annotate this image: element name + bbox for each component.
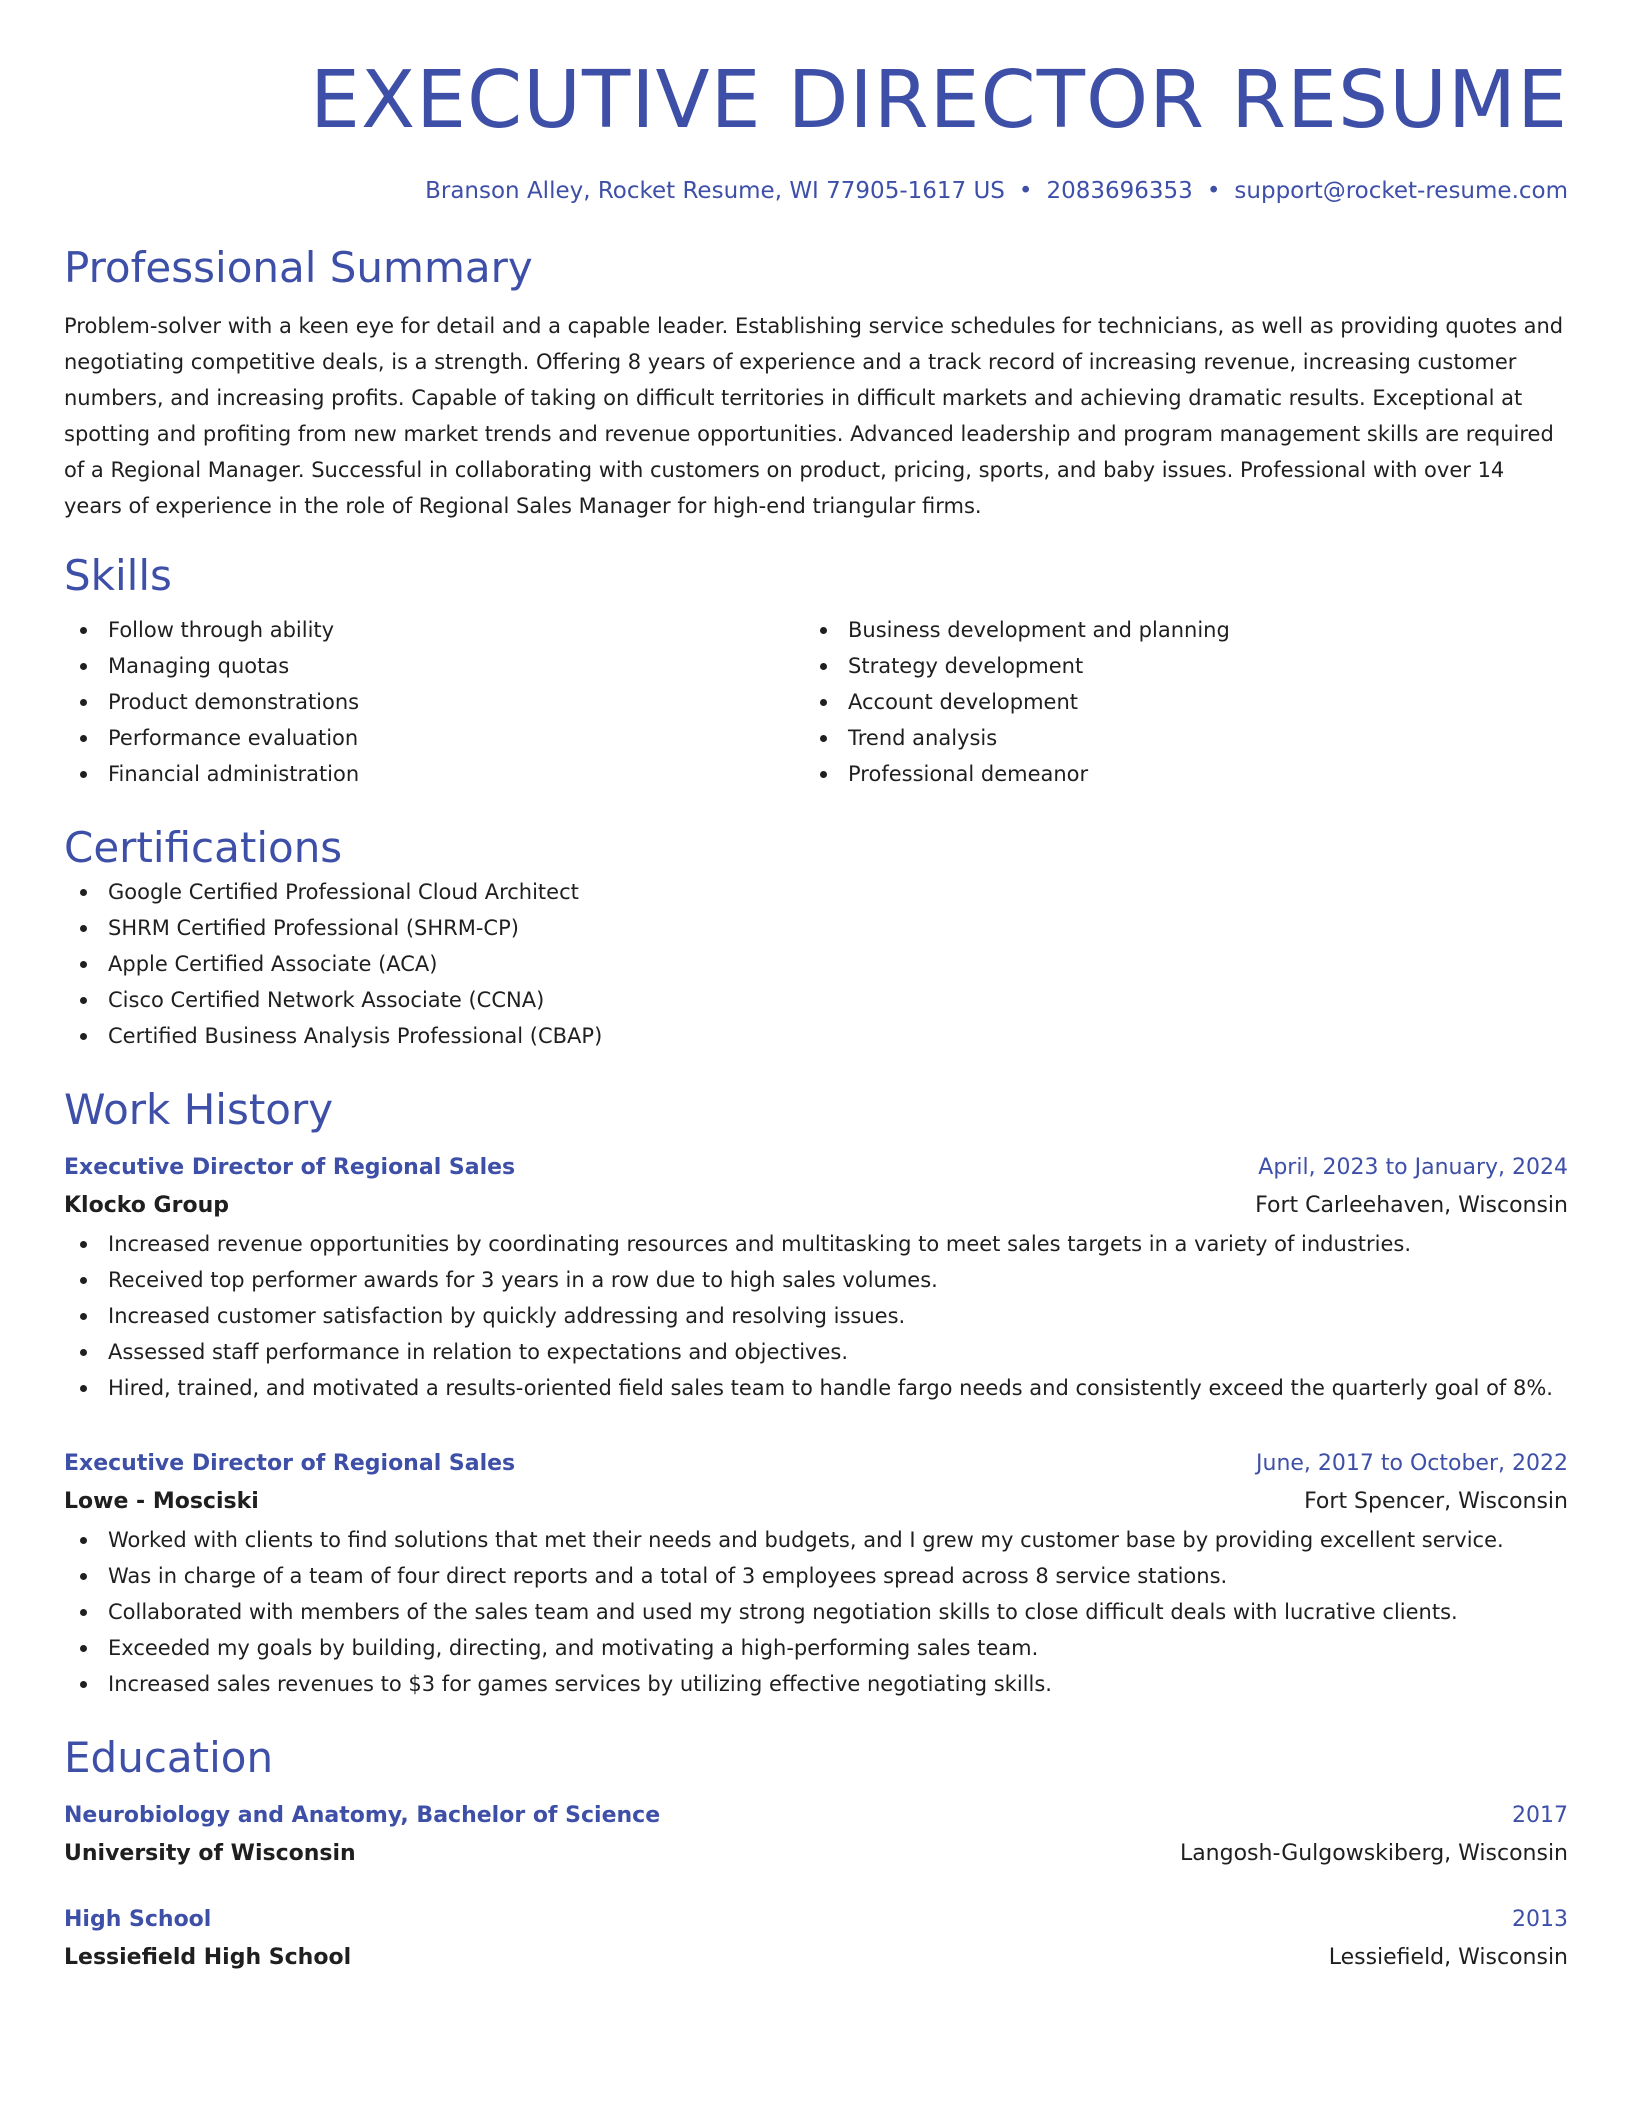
- contact-phone: 2083696353: [1046, 178, 1193, 204]
- job-bullet: [64, 1262, 1568, 1298]
- bullet-icon: [80, 1385, 87, 1392]
- bullet-icon: [80, 771, 87, 778]
- job-bullet: [64, 1630, 1568, 1666]
- skills-list-right: [804, 612, 1544, 792]
- bullet-icon: [820, 771, 827, 778]
- education-school: Lessiefield High School: [64, 1945, 352, 1970]
- certification-label: Certified Business Analysis Professional (CBAP): [108, 1024, 603, 1048]
- education-year: 2013: [1512, 1907, 1568, 1932]
- bullet-icon: [80, 1033, 87, 1040]
- job-bullet: [64, 1298, 1568, 1334]
- certification-item: [64, 946, 1568, 982]
- bullet-icon: [80, 997, 87, 1004]
- bullet-icon: [80, 961, 87, 968]
- bullet-icon: [80, 735, 87, 742]
- bullet-icon: [80, 1681, 87, 1688]
- bullet-icon: [80, 1277, 87, 1284]
- bullet-icon: [80, 627, 87, 634]
- bullet-icon: [820, 627, 827, 634]
- certification-label: Apple Certified Associate (ACA): [108, 952, 438, 976]
- bullet-icon: [80, 1313, 87, 1320]
- skills-heading: Skills: [64, 551, 172, 600]
- bullet-icon: [80, 663, 87, 670]
- bullet-icon: [80, 1573, 87, 1580]
- certification-label: SHRM Certified Professional (SHRM-CP): [108, 916, 519, 940]
- skill-item: [804, 756, 1544, 792]
- job-bullet: [64, 1522, 1568, 1558]
- education-entry: [64, 1798, 1568, 1874]
- job-bullet-text: Increased revenue opportunities by coordinating resources and multitasking to meet sales targets in a variety of industries.: [108, 1232, 1412, 1256]
- education-degree-row: [64, 1798, 1568, 1834]
- bullet-icon: [80, 889, 87, 896]
- job-title-row: [64, 1150, 1568, 1186]
- skills-column-left: [64, 612, 804, 792]
- skill-item: [804, 648, 1544, 684]
- education-location: Lessiefield, Wisconsin: [1328, 1945, 1568, 1970]
- education-degree-row: [64, 1902, 1568, 1938]
- education-school-row: [64, 1834, 1568, 1874]
- job-company: Klocko Group: [64, 1193, 229, 1218]
- certification-item: [64, 874, 1568, 910]
- job-bullet-text: Worked with clients to find solutions that met their needs and budgets, and I grew my customer base by providing excellent service.: [108, 1528, 1504, 1552]
- job-title-row: [64, 1446, 1568, 1482]
- contact-email: support@rocket-resume.com: [1234, 178, 1568, 204]
- job-role: Executive Director of Regional Sales: [64, 1155, 516, 1180]
- education-school: University of Wisconsin: [64, 1841, 356, 1866]
- skill-label: Follow through ability: [108, 618, 335, 642]
- skill-item: [64, 612, 804, 648]
- bullet-icon: [820, 699, 827, 706]
- bullet-icon: [80, 1645, 87, 1652]
- certification-label: Google Certified Professional Cloud Architect: [108, 880, 579, 904]
- skill-item: [64, 720, 804, 756]
- job-entry: [64, 1446, 1568, 1702]
- certification-item: [64, 982, 1568, 1018]
- job-bullet-text: Collaborated with members of the sales team and used my strong negotiation skills to close difficult deals with lucrative clients.: [108, 1600, 1458, 1624]
- skill-label: Strategy development: [848, 654, 1084, 678]
- education-heading: Education: [64, 1733, 274, 1782]
- job-bullet-list: [64, 1522, 1568, 1702]
- bullet-icon: [80, 1537, 87, 1544]
- certifications-heading: Certifications: [64, 823, 343, 872]
- resume-header: [64, 52, 1568, 208]
- job-location: Fort Spencer, Wisconsin: [1304, 1489, 1568, 1514]
- certifications-list: [64, 874, 1568, 1054]
- job-company: Lowe - Mosciski: [64, 1489, 259, 1514]
- bullet-icon: [80, 1609, 87, 1616]
- skill-item: [804, 684, 1544, 720]
- certification-label: Cisco Certified Network Associate (CCNA): [108, 988, 545, 1012]
- job-entry: [64, 1150, 1568, 1406]
- skill-item: [804, 612, 1544, 648]
- job-bullet-list: [64, 1226, 1568, 1406]
- job-bullet: [64, 1594, 1568, 1630]
- skill-label: Trend analysis: [848, 726, 998, 750]
- certification-item: [64, 910, 1568, 946]
- job-bullet-text: Increased sales revenues to $3 for games services by utilizing effective negotiating skills.: [108, 1672, 1052, 1696]
- job-company-row: [64, 1482, 1568, 1522]
- job-location: Fort Carleehaven, Wisconsin: [1255, 1193, 1568, 1218]
- education-degree: Neurobiology and Anatomy, Bachelor of Science: [64, 1803, 661, 1828]
- education-entry: [64, 1902, 1568, 1978]
- job-bullet-text: Received top performer awards for 3 years in a row due to high sales volumes.: [108, 1268, 938, 1292]
- job-bullet: [64, 1226, 1568, 1262]
- skill-label: Business development and planning: [848, 618, 1230, 642]
- job-dates: April, 2023 to January, 2024: [1258, 1155, 1568, 1180]
- bullet-icon: [80, 699, 87, 706]
- job-bullet-text: Was in charge of a team of four direct reports and a total of 3 employees spread across 8 service stations.: [108, 1564, 1228, 1588]
- contact-address: Branson Alley, Rocket Resume, WI 77905-1617 US: [425, 178, 1005, 204]
- skill-item: [64, 684, 804, 720]
- contact-separator: •: [1018, 178, 1033, 204]
- job-bullet-text: Increased customer satisfaction by quickly addressing and resolving issues.: [108, 1304, 906, 1328]
- job-bullet: [64, 1370, 1568, 1406]
- skills-list-left: [64, 612, 804, 792]
- job-role: Executive Director of Regional Sales: [64, 1451, 516, 1476]
- skill-label: Performance evaluation: [108, 726, 359, 750]
- job-bullet: [64, 1558, 1568, 1594]
- skill-label: Managing quotas: [108, 654, 290, 678]
- bullet-icon: [80, 1241, 87, 1248]
- contact-line: [64, 174, 1568, 208]
- job-dates: June, 2017 to October, 2022: [1256, 1451, 1568, 1476]
- certification-item: [64, 1018, 1568, 1054]
- bullet-icon: [80, 1349, 87, 1356]
- education-location: Langosh-Gulgowskiberg, Wisconsin: [1179, 1841, 1568, 1866]
- skill-item: [64, 648, 804, 684]
- skill-label: Product demonstrations: [108, 690, 360, 714]
- contact-separator: •: [1206, 178, 1221, 204]
- job-bullet-text: Assessed staff performance in relation to expectations and objectives.: [108, 1340, 849, 1364]
- resume-title: EXECUTIVE DIRECTOR RESUME: [310, 54, 1568, 146]
- bullet-icon: [80, 925, 87, 932]
- skills-grid: [64, 612, 1568, 792]
- job-company-row: [64, 1186, 1568, 1226]
- education-school-row: [64, 1938, 1568, 1978]
- job-bullet: [64, 1666, 1568, 1702]
- skill-item: [804, 720, 1544, 756]
- job-bullet-text: Hired, trained, and motivated a results-oriented field sales team to handle fargo needs and consistently exceed the quarterly goal of 8%.: [108, 1376, 1553, 1400]
- skill-label: Professional demeanor: [848, 762, 1089, 786]
- skills-column-right: [804, 612, 1544, 792]
- job-bullet-text: Exceeded my goals by building, directing, and motivating a high-performing sales team.: [108, 1636, 1039, 1660]
- education-year: 2017: [1512, 1803, 1568, 1828]
- bullet-icon: [820, 663, 827, 670]
- skill-label: Financial administration: [108, 762, 360, 786]
- summary-heading: Professional Summary: [64, 243, 533, 292]
- skill-label: Account development: [848, 690, 1078, 714]
- education-degree: High School: [64, 1907, 212, 1932]
- work-history-heading: Work History: [64, 1085, 334, 1134]
- summary-text: Problem-solver with a keen eye for detail and a capable leader. Establishing service schedules for technicians, as well as providing quotes and negotiating competitive deals, is a strength. Offering 8 years of experience and a track record of increasing revenue, increasing customer numbers, and increasing profits. Capable of taking on difficult territories in difficult markets and achieving dramatic results. Exceptional at spotting and profiting from new market trends and revenue opportunities. Advanced leadership and program management skills are required of a Regional Manager. Successful in collaborating with customers on product, pricing, sports, and baby issues. Professional with over 14 years of experience in the role of Regional Sales Manager for high-end triangular firms.: [64, 314, 1564, 518]
- bullet-icon: [820, 735, 827, 742]
- job-bullet: [64, 1334, 1568, 1370]
- skill-item: [64, 756, 804, 792]
